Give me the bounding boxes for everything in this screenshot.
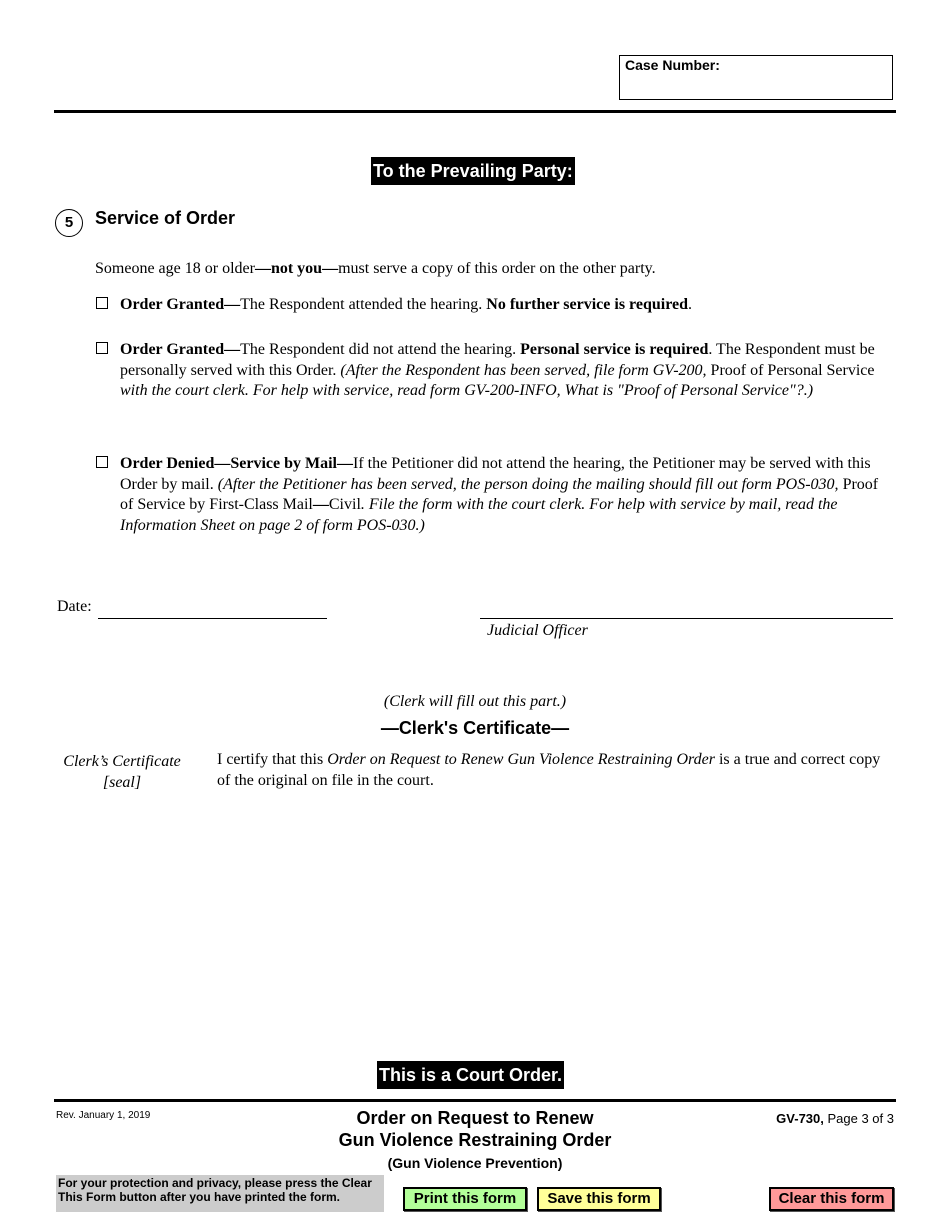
print-form-button[interactable]: Print this form [403,1187,527,1211]
form-name: Proof of Personal Service [706,361,875,379]
form-name: Civil [328,496,361,513]
option-text: . The Respondent must be personally served with this Order. [120,341,875,379]
option-text: The Respondent attended the hearing. [240,296,487,313]
option-lead: Order Granted— [120,341,241,358]
form-name: Proof of Service by First-Class Mail [120,475,879,513]
intro-emphasis: —not you— [254,260,339,277]
form-code: GV-730, [776,1111,824,1126]
certify-text: I certify that this [217,751,328,768]
prevailing-party-banner: To the Prevailing Party: [371,157,575,185]
certify-text-end: is a true and correct copy of the original on file in the court. [217,751,881,789]
option-text: The Respondent did not attend the hearing. [240,341,521,358]
intro-text: Someone age 18 or older [95,260,255,277]
option-text: If the Petitioner did not attend the hearing, the Petitioner may be served with this Order by mail. [120,455,871,493]
clerk-certification-text [217,750,895,791]
page-number: Page 3 of 3 [823,1111,894,1126]
form-id [776,1111,894,1126]
certify-form-name: Order on Request to Renew Gun Violence Restraining Order [327,751,715,768]
form-title-line: Order on Request to Renew [356,1108,594,1128]
clerk-note: (Clerk will fill out this part.) [383,693,567,710]
order-denied-service-by-mail-checkbox[interactable] [96,456,108,468]
court-order-banner: This is a Court Order. [377,1061,564,1089]
privacy-notice: For your protection and privacy, please press the Clear This Form button after you have printed the form. [56,1175,384,1212]
option-granted-attended [120,295,890,316]
option-instruction: (After the Respondent has been served, file form GV-200, [340,361,707,379]
save-form-button[interactable]: Save this form [537,1187,661,1211]
clear-form-button[interactable]: Clear this form [769,1187,894,1211]
footer-divider [54,1099,896,1102]
intro-text-end: must serve a copy of this order on the other party. [338,260,656,277]
option-lead: Order Granted— [120,296,241,313]
seal-label: Clerk’s Certificate [63,753,181,770]
date-field[interactable] [98,618,327,619]
option-granted-personal-service [120,340,890,402]
option-denied-service-by-mail [120,454,890,536]
revision-date: Rev. January 1, 2019 [56,1110,151,1121]
option-instruction: with the court clerk. For help with service, read form GV-200-INFO, What is "Proof of Personal Service"?.) [120,382,814,399]
header-divider [54,110,896,113]
order-granted-attended-checkbox[interactable] [96,297,108,309]
seal-placeholder: [seal] [102,773,142,791]
form-title-line: Gun Violence Restraining Order [338,1130,612,1150]
clerk-seal-area [55,752,189,793]
clerk-certificate-title: —Clerk's Certificate— [380,718,570,738]
option-emphasis: No further service is required [486,296,689,313]
service-intro [95,259,656,280]
option-instruction: . File the form with the court clerk. For help with service by mail, read the Information Sheet on page 2 of form POS-030.) [120,496,838,534]
item-number: 5 [55,209,83,237]
case-number-field[interactable] [619,55,893,100]
judicial-officer-signature-line[interactable] [480,618,893,619]
form-subtitle: (Gun Violence Prevention) [387,1155,563,1171]
option-end: . [688,296,693,313]
option-lead: Order Denied—Service by Mail— [120,455,353,472]
option-emphasis: Personal service is required [520,341,709,358]
judicial-officer-label: Judicial Officer [487,622,588,639]
date-label: Date: [57,598,92,615]
section-title: Service of Order [95,208,236,228]
order-granted-personal-service-checkbox[interactable] [96,342,108,354]
case-number-label: Case Number: [625,57,720,73]
option-instruction: (After the Petitioner has been served, the person doing the mailing should fill out form POS-030, [217,475,839,493]
form-name-dash: — [312,496,329,513]
